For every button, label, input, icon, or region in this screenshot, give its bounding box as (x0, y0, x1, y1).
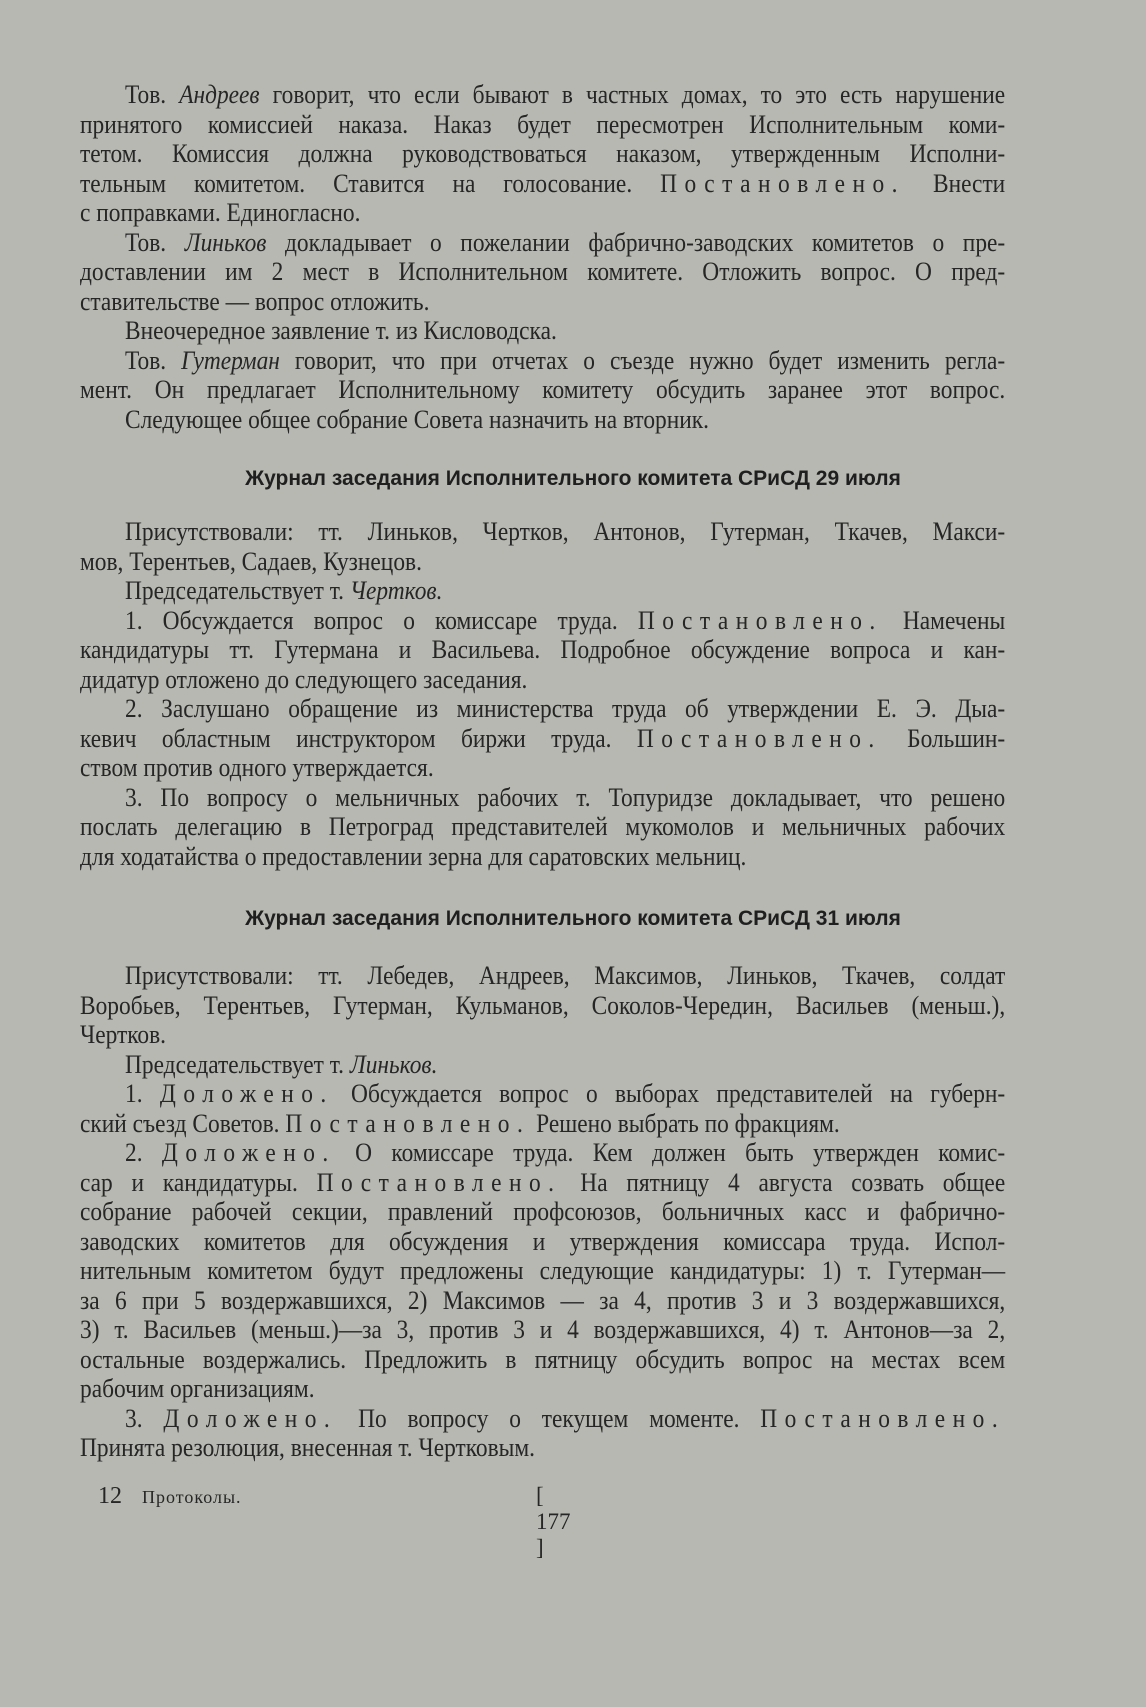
text-segment: Председательствует т. (125, 1049, 350, 1079)
text-segment: Внести (905, 168, 1006, 198)
spaced-keyword: Постановлено. (637, 605, 883, 635)
text-segment: 1. Обсуждается вопрос о комиссаре труда. (125, 605, 638, 635)
text-segment: Обсуждается вопрос о выборах представителей на губерн- (333, 1079, 1006, 1108)
text-segment: мов, Терентьев, Садаев, Кузнецов. (80, 546, 422, 576)
text-segment: На пятницу 4 августа созвать общее (561, 1167, 1006, 1197)
text-segment: собрание рабочей секции, правлений профсоюзов, больничных касс и фабрично- (80, 1197, 1006, 1226)
text-segment: остальные воздержались. Предложить в пятницу обсудить вопрос на местах всем (80, 1344, 1006, 1374)
text-segment: Председательствует т. (125, 576, 350, 605)
text-line (80, 1315, 1005, 1345)
text-line (80, 961, 1005, 991)
page-number: [ 177 ] (536, 1483, 571, 1560)
text-segment: заводских комитетов для обсуждения и утверждения комиссара труда. Испол- (80, 1226, 1006, 1256)
text-line (80, 1079, 1005, 1109)
person-name: Андреев (179, 80, 260, 109)
text-segment: По вопросу о текущем моменте. (337, 1403, 761, 1433)
text-segment: Большин- (881, 723, 1006, 753)
text-line (80, 139, 1005, 169)
text-segment: нительным комитетом будут предложены следующие кандидатуры: 1) т. Гутерман— (80, 1256, 1006, 1285)
text-line (80, 287, 1005, 317)
spaced-keyword: Постановлено. (316, 1167, 562, 1197)
text-line (80, 812, 1005, 842)
text-segment: сар и кандидатуры. (80, 1167, 317, 1197)
text-segment: Воробьев, Терентьев, Гутерман, Кульманов, Соколов-Чередин, Васильев (меньш.), (80, 990, 1006, 1020)
text-line (80, 783, 1005, 813)
signature-number: 12 (98, 1483, 122, 1509)
text-line (80, 1197, 1005, 1227)
text-segment: Тов. (125, 345, 182, 375)
heading-31-july: Журнал заседания Исполнительного комитета СРиСД 31 июля (245, 907, 901, 930)
text-line (80, 1109, 1005, 1139)
text-segment: Следующее общее собрание Совета назначить на вторник. (125, 404, 710, 434)
text-segment: 3) т. Васильев (меньш.)—за 3, против 3 и 4 воздержавшихся, 4) т. Антонов—за 2, (80, 1315, 1006, 1344)
text-segment: кевич областным инструктором биржи труда. (80, 723, 637, 753)
text-line (80, 1374, 1005, 1404)
text-segment: Тов. (125, 80, 180, 109)
text-line (80, 635, 1005, 665)
text-line (80, 724, 1005, 754)
text-line (80, 1433, 1005, 1463)
spaced-keyword: Постановлено. (285, 1108, 531, 1138)
text-line (80, 346, 1005, 376)
person-name: Линьков. (349, 1049, 438, 1079)
text-segment: за 6 при 5 воздержавшихся, 2) Максимов — за 4, против 3 и 3 воздержавшихся, (80, 1285, 1006, 1315)
section-29-july (80, 517, 1005, 871)
text-segment: с поправками. Единогласно. (80, 198, 361, 227)
text-segment: тетом. Комиссия должна руководствоваться наказом, утвержденным Исполни- (80, 139, 1006, 168)
text-line (80, 1168, 1005, 1198)
text-line (80, 842, 1005, 872)
text-line (80, 517, 1005, 547)
text-segment: ский съезд Советов. (80, 1108, 286, 1138)
spaced-keyword: Постановлено. (636, 723, 882, 753)
section-31-july (80, 961, 1005, 1463)
text-segment: Решено выбрать по фракциям. (530, 1108, 840, 1138)
text-segment: Внеочередное заявление т. из Кисловодска. (125, 316, 557, 345)
spaced-keyword: Доложено. (163, 1403, 338, 1433)
text-segment: Чертков. (80, 1020, 166, 1049)
text-line (80, 1138, 1005, 1168)
text-segment: 3. (125, 1403, 164, 1433)
text-segment: кандидатуры тт. Гутермана и Васильева. Подробное обсуждение вопроса и кан- (80, 635, 1006, 664)
text-line (80, 198, 1005, 228)
text-line (80, 665, 1005, 695)
person-name: Линьков (184, 227, 267, 257)
text-line (80, 1020, 1005, 1050)
spaced-keyword: Постановлено. (760, 1403, 1006, 1433)
section-1 (80, 80, 1005, 434)
text-segment: мент. Он предлагает Исполнительному комитету обсудить заранее этот вопрос. (80, 375, 1006, 404)
text-segment: говорит, что если бывают в частных домах, то это есть нарушение (259, 80, 1006, 109)
text-segment: Присутствовали: тт. Линьков, Чертков, Антонов, Гутерман, Ткачев, Макси- (125, 517, 1006, 546)
text-segment: Принята резолюция, внесенная т. Чертковым. (80, 1433, 536, 1462)
text-line (80, 1256, 1005, 1286)
text-segment: Намечены (882, 605, 1006, 635)
text-segment: доставлении им 2 мест в Исполнительном комитете. Отложить вопрос. О пред- (80, 257, 1006, 286)
person-name: Чертков. (349, 576, 443, 605)
text-segment: 2. Заслушано обращение из министерства труда об утверждении Е. Э. Дыа- (125, 694, 1006, 723)
text-line (80, 547, 1005, 577)
text-line (80, 753, 1005, 783)
text-segment: О комиссаре труда. Кем должен быть утвержден комис- (335, 1138, 1006, 1167)
spaced-keyword: Доложено. (161, 1138, 336, 1167)
text-segment: 3. По вопросу о мельничных рабочих т. Топуридзе докладывает, что решено (125, 782, 1006, 812)
text-line (80, 576, 1005, 606)
heading-29-july: Журнал заседания Исполнительного комитета СРиСД 29 июля (245, 467, 901, 490)
text-line (80, 110, 1005, 140)
text-line (80, 606, 1005, 636)
spaced-keyword: Доложено. (159, 1079, 334, 1108)
signature-title: Протоколы. (142, 1487, 242, 1507)
text-segment: Присутствовали: тт. Лебедев, Андреев, Максимов, Линьков, Ткачев, солдат (125, 961, 1006, 990)
text-segment: Тов. (125, 227, 185, 257)
text-segment: дидатур отложено до следующего заседания. (80, 664, 528, 694)
text-line (80, 1050, 1005, 1080)
text-line (80, 80, 1005, 110)
text-segment: докладывает о пожелании фабрично-заводских комитетов о пре- (266, 227, 1006, 257)
text-segment: говорит, что при отчетах о съезде нужно будет изменить регла- (279, 345, 1006, 375)
text-line (80, 257, 1005, 287)
text-segment: 1. (125, 1079, 160, 1108)
text-line (80, 1286, 1005, 1316)
text-line (80, 991, 1005, 1021)
text-segment: рабочим организациям. (80, 1374, 315, 1403)
text-line (80, 316, 1005, 346)
text-segment: ставительстве — вопрос отложить. (80, 286, 430, 316)
text-line (80, 169, 1005, 199)
text-segment: 2. (125, 1138, 162, 1167)
text-line (80, 405, 1005, 435)
text-segment: тельным комитетом. Ставится на голосование. (80, 168, 661, 198)
text-line (80, 694, 1005, 724)
text-line (80, 228, 1005, 258)
person-name: Гутерман (181, 345, 280, 375)
text-segment: принятого комиссией наказа. Наказ будет пересмотрен Исполнительным коми- (80, 109, 1006, 139)
text-segment: ством против одного утверждается. (80, 753, 434, 782)
text-line (80, 1345, 1005, 1375)
text-line (80, 375, 1005, 405)
text-segment: для ходатайства о предоставлении зерна для саратовских мельниц. (80, 841, 747, 871)
text-segment: послать делегацию в Петроград представителей мукомолов и мельничных рабочих (80, 812, 1006, 841)
text-line (80, 1404, 1005, 1434)
text-line (80, 1227, 1005, 1257)
spaced-keyword: Постановлено. (660, 168, 906, 198)
